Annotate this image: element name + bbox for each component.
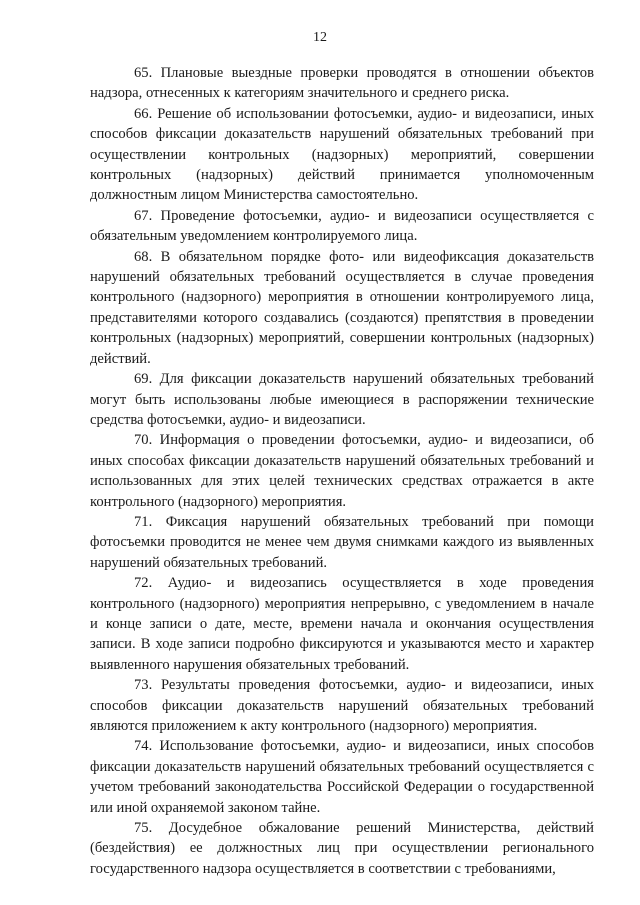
page-number: 12 (313, 30, 327, 45)
paragraph-66: 66. Решение об использовании фотосъемки, аудио- и видеозаписи, иных способов фиксации доказательств нарушений обязательных требований при осуществлении контрольных (надзорных) мероприятий, совершении контрольных (надзорных) действий принимается уполномоченным должностным лицом Министерства самостоятельно. (90, 105, 594, 204)
paragraph-67: 67. Проведение фотосъемки, аудио- и видеозаписи осуществляется с обязательным уведомлением контролируемого лица. (90, 207, 594, 245)
paragraph-72: 72. Аудио- и видеозапись осуществляется в ходе проведения контрольного (надзорного) мероприятия непрерывно, с уведомлением в начале и конце записи о дате, месте, времени начала и окончания осуществления записи. В ходе записи подробно фиксируются и указываются место и характер выявленного нарушения обязательных требований. (90, 575, 594, 673)
paragraph-68: 68. В обязательном порядке фото- или видеофиксация доказательств нарушений обязательных требований осуществляется в случае проведения контрольного (надзорного) мероприятия в отношении контролируемого лица, представителями которого создавались (создаются) препятствия в проведении контрольных (надзорных) мероприятий, совершении контрольных (надзорных) действий. (90, 248, 594, 367)
paragraph-65: 65. Плановые выездные проверки проводятся в отношении объектов надзора, отнесенных к категориям значительного и среднего риска. (90, 65, 594, 102)
paragraph-69: 69. Для фиксации доказательств нарушений обязательных требований могут быть использованы любые имеющиеся в распоряжении технические средства фотосъемки, аудио- и видеозаписи. (90, 371, 594, 428)
document-body (90, 63, 594, 879)
paragraph-70: 70. Информация о проведении фотосъемки, аудио- и видеозаписи, об иных способах фиксации доказательств нарушений обязательных требований и использованных для этих целей технических средствах отражается в акте контрольного (надзорного) мероприятия. (90, 432, 594, 510)
paragraph-73: 73. Результаты проведения фотосъемки, аудио- и видеозаписи, иных способов фиксации доказательств нарушений обязательных требований являются приложением к акту контрольного (надзорного) мероприятия. (90, 677, 594, 734)
paragraph-75: 75. Досудебное обжалование решений Министерства, действий (бездействия) ее должностных лиц при осуществлении регионального государственного надзора осуществляется в соответствии с требованиями, (90, 820, 594, 877)
paragraph-71: 71. Фиксация нарушений обязательных требований при помощи фотосъемки проводится не менее чем двумя снимками каждого из выявленных нарушений обязательных требований. (90, 513, 594, 571)
paragraph-74: 74. Использование фотосъемки, аудио- и видеозаписи, иных способов фиксации доказательств нарушений обязательных требований осуществляется с учетом требований законодательства Российской Федерации о государственной или иной охраняемой законом тайне. (90, 738, 594, 816)
